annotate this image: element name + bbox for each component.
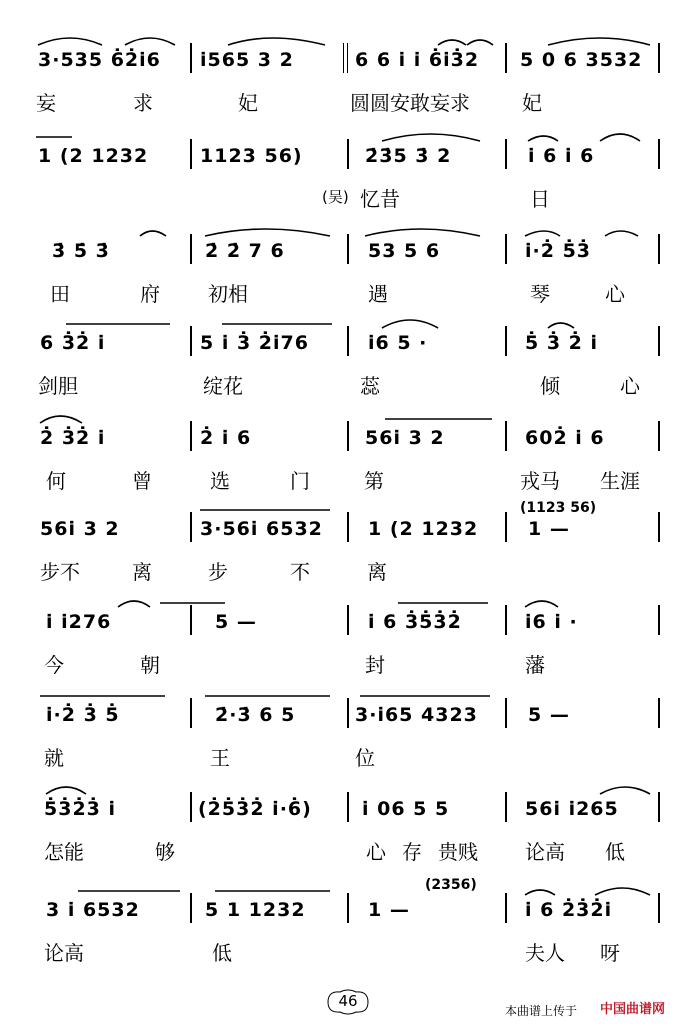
- lyric: 日: [530, 187, 550, 211]
- barline: [658, 326, 660, 356]
- measure: 56i̇ 3 2: [365, 427, 445, 449]
- lyric: 够: [155, 840, 175, 864]
- measure: 5̇3̇2̇3̇ i̇: [44, 798, 117, 820]
- lyric: 门: [290, 469, 310, 493]
- lyric: 位: [355, 746, 375, 770]
- lyric: 绽花: [203, 374, 243, 398]
- barline: [190, 139, 192, 169]
- lyric: 遇: [368, 282, 388, 306]
- lyric: 藩: [525, 653, 545, 677]
- lyric: 离: [132, 560, 152, 584]
- score-line-10: [0, 877, 700, 980]
- barline: [190, 792, 192, 822]
- measure: i̇ 6 3̇5̇3̇2̇: [368, 611, 462, 633]
- barline: [347, 792, 349, 822]
- lyric: 妃: [522, 91, 542, 115]
- score-line-7: [0, 597, 700, 692]
- lyric: 府: [140, 282, 160, 306]
- barline: [658, 605, 660, 635]
- measure: 5̇ 3̇ 2̇ i̇: [525, 332, 599, 354]
- lyric: 论高: [525, 840, 565, 864]
- barline: [347, 605, 349, 635]
- bracketed-note: (2356): [425, 877, 477, 893]
- lyric: 初相: [208, 282, 248, 306]
- barline: [347, 512, 349, 542]
- measure: 2̇ 2̇ 7 6: [205, 240, 285, 262]
- measure: 5 0 6 3532: [520, 49, 643, 71]
- score-line-4: [0, 318, 700, 413]
- barline: [658, 43, 660, 73]
- lyric: 妄: [36, 91, 56, 115]
- measure: i̇·2̇ 5̇3̇: [525, 240, 592, 262]
- lyric: 呀: [600, 941, 620, 965]
- measure: 3 i̇ 6532: [46, 899, 140, 921]
- measure: i̇ i̇276: [46, 611, 112, 633]
- barline: [658, 234, 660, 264]
- measure: 5 1 1232: [205, 899, 306, 921]
- barline: [505, 698, 507, 728]
- barline: [505, 605, 507, 635]
- barline: [347, 139, 349, 169]
- measure: 53 5 6: [368, 240, 441, 262]
- barline: [190, 326, 192, 356]
- score-line-6: [0, 500, 700, 599]
- barline: [190, 893, 192, 923]
- measure: 602̇ i̇ 6: [525, 427, 605, 449]
- measure: i̇565 3 2: [200, 49, 294, 71]
- measure: 56i̇ 3 2: [40, 518, 120, 540]
- measure: 6 3̇2̇ i̇: [40, 332, 106, 354]
- measure: 6 6 i̇ i̇ 6̇i̇3̇2: [355, 49, 480, 71]
- barline: [347, 326, 349, 356]
- lyric: 低: [605, 840, 625, 864]
- barline: [347, 698, 349, 728]
- measure: 3·535 6̇2̇i̇6: [38, 49, 161, 71]
- lyric: 心: [620, 374, 640, 398]
- lyric: 夫人: [525, 941, 565, 965]
- score-line-1: [0, 35, 700, 130]
- measure: 3·i̇65 4323: [355, 704, 478, 726]
- lyric: 王: [210, 746, 230, 770]
- barline: [505, 139, 507, 169]
- score-line-5: [0, 413, 700, 508]
- site-logo[interactable]: 中国曲谱网: [600, 1002, 666, 1017]
- lyric: 离: [367, 560, 387, 584]
- lyric: 存: [402, 840, 422, 864]
- lyric: 心: [366, 840, 386, 864]
- measure: 1123 56): [200, 145, 303, 167]
- lyric: 圆圆安敢妄求: [350, 91, 470, 115]
- lyric: 不: [290, 560, 310, 584]
- barline: [658, 792, 660, 822]
- lyric: 求: [133, 91, 153, 115]
- lyric: 第: [364, 469, 384, 493]
- measure: 1 (2 1232: [368, 518, 479, 540]
- lyric: 倾: [540, 374, 560, 398]
- lyric: 何: [46, 469, 66, 493]
- page-number: 46: [338, 992, 358, 1010]
- barline: [190, 512, 192, 542]
- barline: [505, 512, 507, 542]
- measure: 1 —: [528, 518, 570, 540]
- measure: 2̇3̇5 3̇ 2: [365, 145, 452, 167]
- bracketed-note: (1123 56): [520, 500, 597, 516]
- measure: 3̇ 5̇ 3̇: [52, 240, 110, 262]
- measure: i̇·2̇ 3̇ 5̇: [46, 704, 120, 726]
- lyric: 朝: [140, 653, 160, 677]
- barline: [505, 43, 507, 73]
- barline: [347, 421, 349, 451]
- lyric: 生涯: [600, 469, 640, 493]
- lyric: 剑胆: [38, 374, 78, 398]
- barline: [190, 234, 192, 264]
- page-number-badge: [322, 988, 374, 1016]
- measure: 1 —: [368, 899, 410, 921]
- lyric: 贵贱: [438, 840, 478, 864]
- lyric: 低: [212, 941, 232, 965]
- barline: [347, 43, 348, 73]
- measure: i̇ 6 i̇ 6: [528, 145, 595, 167]
- lyric: 戎马: [520, 469, 560, 493]
- lyric: (吴): [322, 188, 349, 206]
- barline: [190, 421, 192, 451]
- upload-source-text: 本曲谱上传于: [505, 1004, 578, 1018]
- lyric: 妃: [238, 91, 258, 115]
- measure: 5 i̇ 3̇ 2̇i̇76: [200, 332, 309, 354]
- measure: i̇ 06 5 5: [362, 798, 450, 820]
- barline: [505, 893, 507, 923]
- lyric: 选: [210, 469, 230, 493]
- lyric: 曾: [132, 469, 152, 493]
- measure: 56i̇ i̇265: [525, 798, 619, 820]
- barline: [347, 234, 349, 264]
- lyric: 今: [44, 653, 64, 677]
- barline: [505, 326, 507, 356]
- barline: [658, 893, 660, 923]
- lyric: 就: [44, 746, 64, 770]
- barline: [658, 512, 660, 542]
- measure: 2̇·3̇ 6 5: [215, 704, 296, 726]
- measure: i̇ 6 2̇3̇2̇i̇: [525, 899, 613, 921]
- barline: [505, 792, 507, 822]
- score-line-2: [0, 131, 700, 226]
- score-line-8: [0, 690, 700, 785]
- measure: 3·56i̇ 6532: [200, 518, 323, 540]
- lyric: 封: [365, 653, 385, 677]
- lyric: 论高: [44, 941, 84, 965]
- lyric: 步: [208, 560, 228, 584]
- lyric: 怎能: [44, 840, 84, 864]
- measure: 5 —: [215, 611, 257, 633]
- measure: 1 (2 1232: [38, 145, 149, 167]
- barline: [505, 234, 507, 264]
- lyric: 田: [50, 282, 70, 306]
- barline: [190, 698, 192, 728]
- measure: 2̇ i̇ 6: [200, 427, 252, 449]
- barline: [658, 139, 660, 169]
- barline: [347, 893, 349, 923]
- lyric: 步不: [40, 560, 80, 584]
- barline: [190, 605, 192, 635]
- measure: (2̇5̇3̇2̇ i̇·6̇): [198, 798, 312, 820]
- score-line-3: [0, 226, 700, 321]
- barline: [658, 698, 660, 728]
- lyric: 琴: [530, 282, 550, 306]
- lyric: 心: [605, 282, 625, 306]
- barline: [658, 421, 660, 451]
- barline: [505, 421, 507, 451]
- barline: [190, 43, 192, 73]
- lyric: 忆昔: [360, 187, 400, 211]
- measure: 5 —: [528, 704, 570, 726]
- measure: i̇6 5 ·: [368, 332, 428, 354]
- measure: i̇6 i̇ ·: [525, 611, 578, 633]
- score-line-9: [0, 784, 700, 879]
- measure: 2̇ 3̇2̇ i̇: [40, 427, 106, 449]
- lyric: 蕊: [360, 374, 380, 398]
